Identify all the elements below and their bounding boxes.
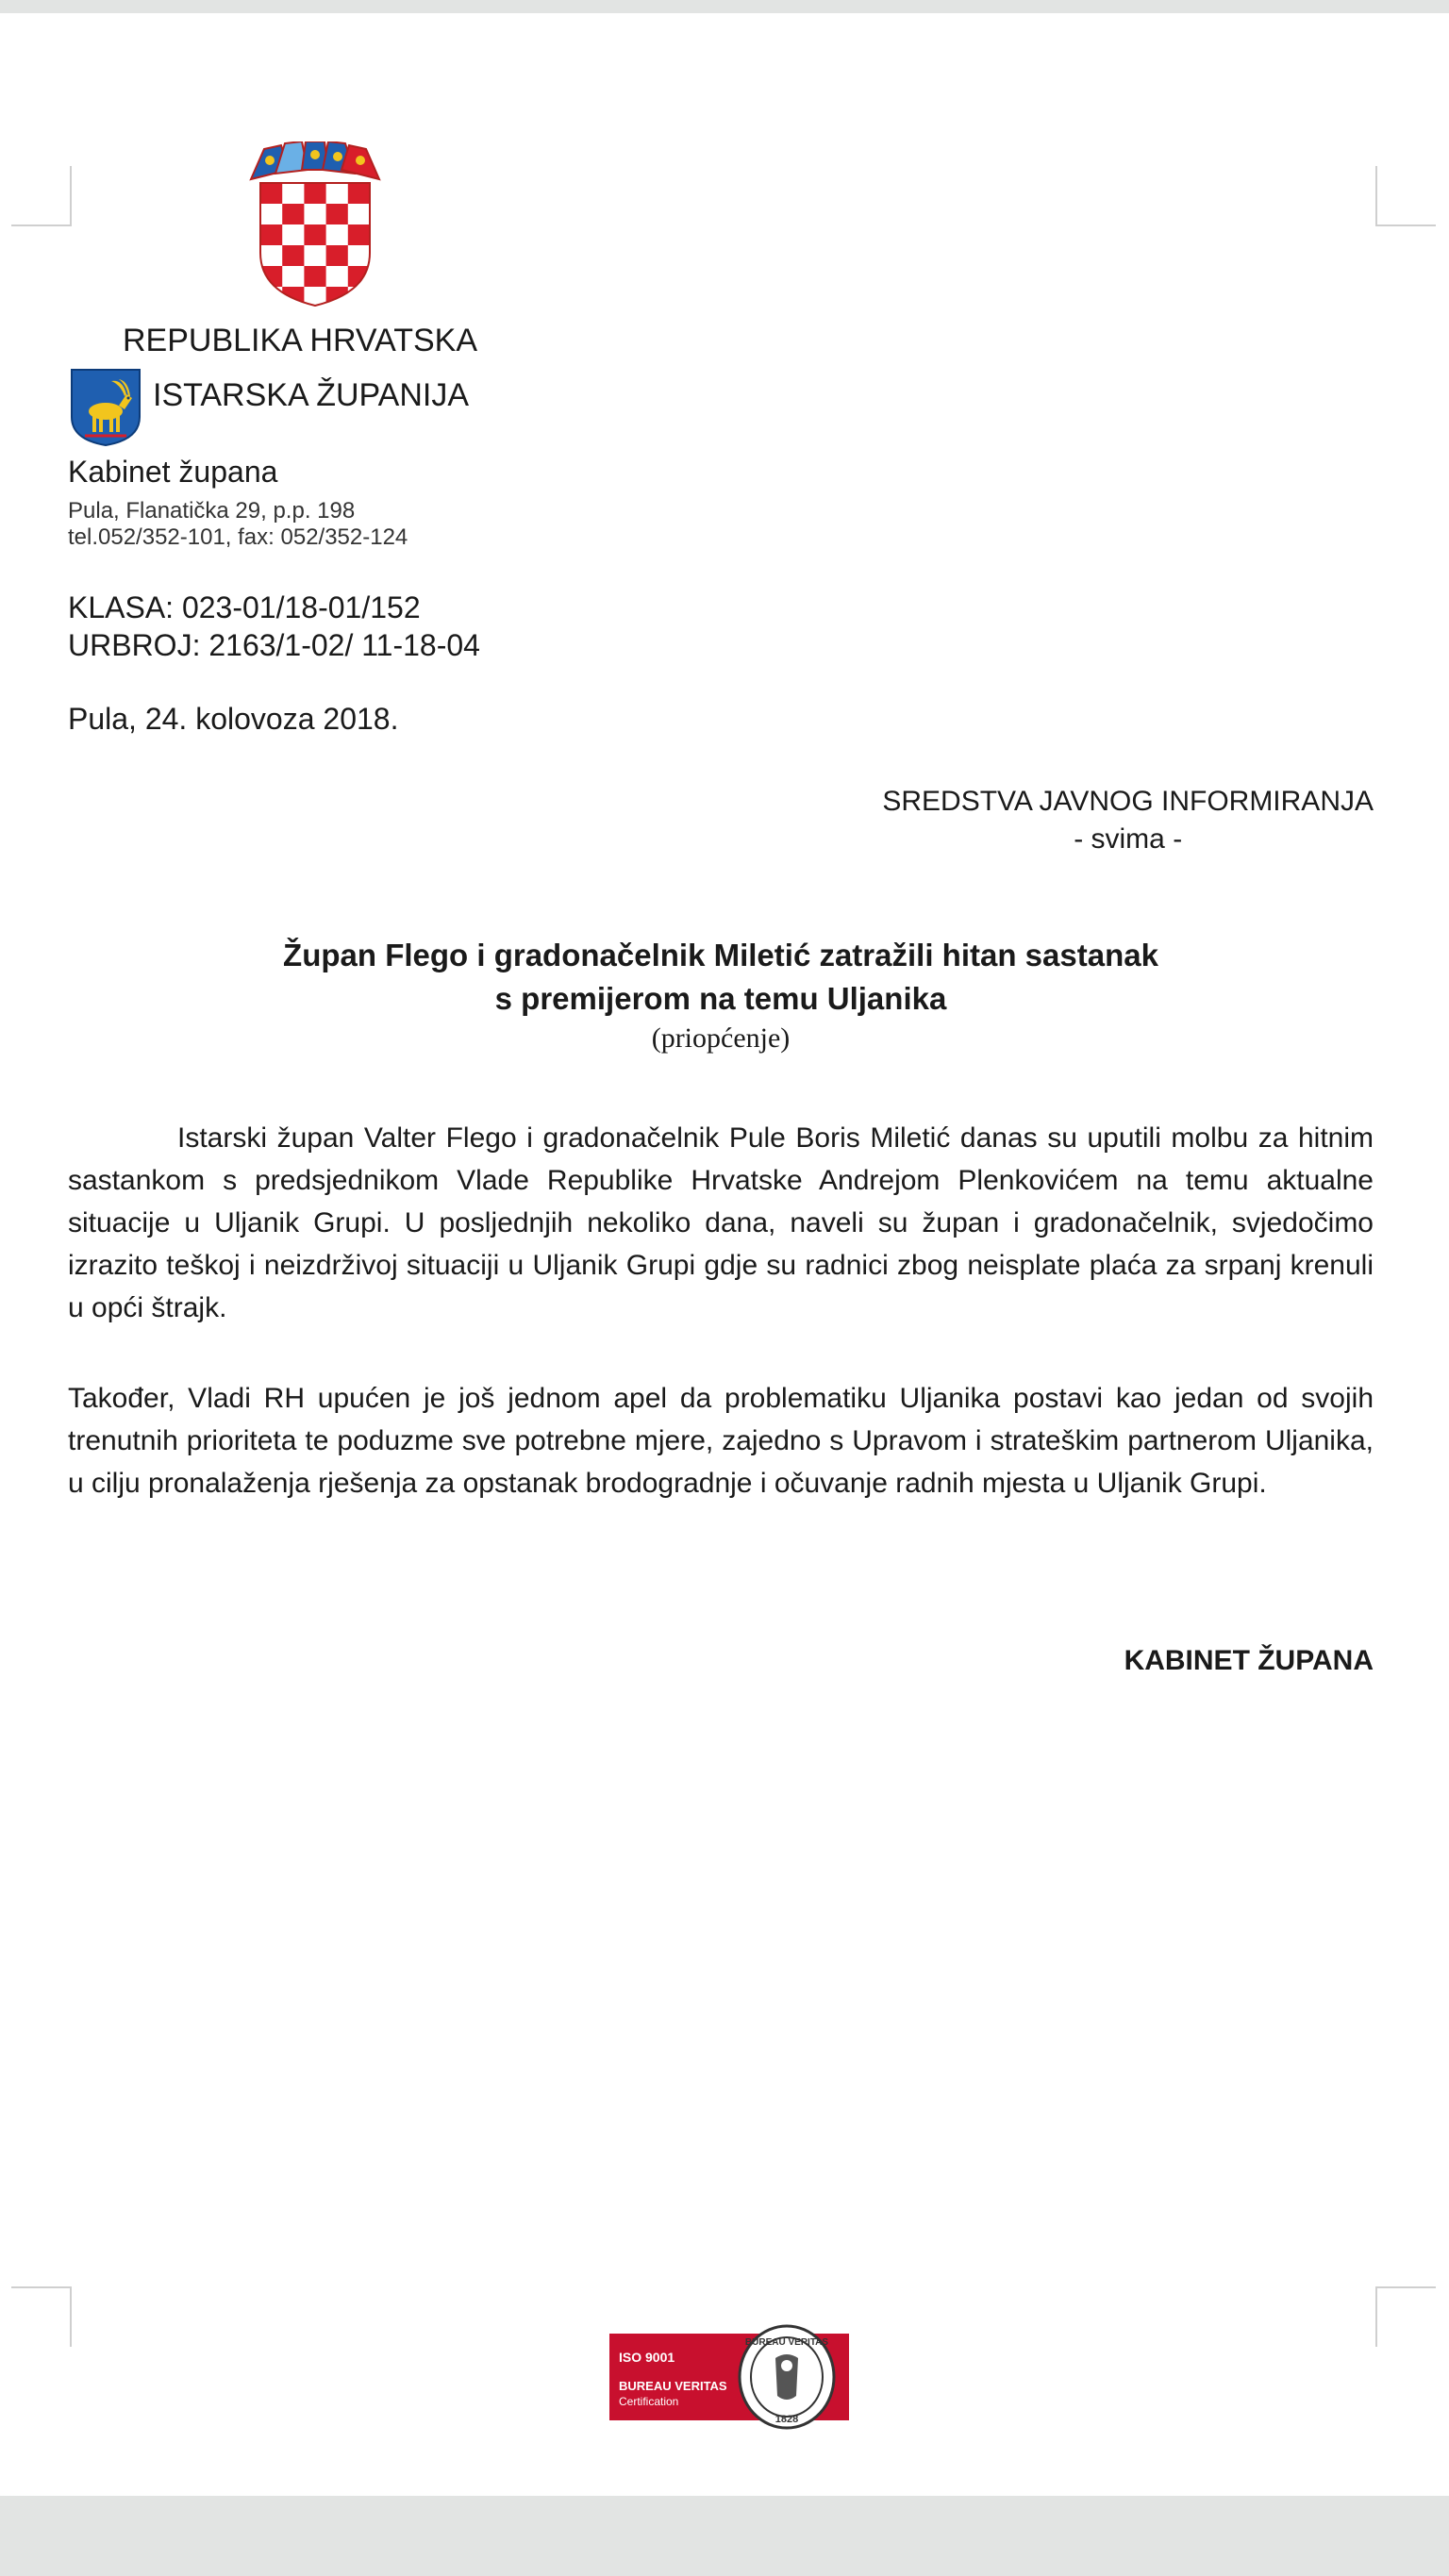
crop-mark-bottom-right [1375,2286,1436,2347]
title-line-2: s premijerom na temu Uljanika [494,981,947,1016]
bureau-veritas-iso-icon [609,2324,849,2430]
body-paragraph-2: Također, Vladi RH upućen je još jednom apel da problematiku Uljanika postavi kao jedan od svojih trenutnih prioriteta te poduzme sve potrebne mjere, zajedno s Upravom i strateškim partnerom Uljanika, u cilju pronalaženja rješenja za opstanak brodogradnje i očuvanje radnih mjesta u Uljanik Grupi. [68,1383,1374,1499]
body-paragraph-1: Istarski župan Valter Flego i gradonačelnik Pule Boris Miletić danas su uputili molbu za hitnim sastankom s predsjednikom Vlade Republike Hrvatske Andrejom Plenkovićem na temu aktualne situacije u Uljanik Grupi. U posljednjih nekoliko dana, naveli su župan i gradonačelnik, svjedočimo izrazito teškoj i neizdrživoj situaciji u Uljanik Grupi gdje su radnici zbog neisplate plaća za srpanj krenuli u opći štrajk. [68,1122,1374,1323]
cert-seal-text: BUREAU VERITAS [744,2337,829,2348]
cert-status: Certification [619,2395,679,2408]
press-release-subtitle: (priopćenje) [651,1022,791,1054]
bottom-bar [0,2496,1449,2576]
top-bar [0,0,1449,13]
cert-standard: ISO 9001 [619,2350,675,2365]
reference-urbroj: URBROJ: 2163/1-02/ 11-18-04 [68,628,480,662]
country-name: REPUBLIKA HRVATSKA [123,323,478,358]
recipient-block [882,783,1374,858]
title-line-1: Župan Flego i gradonačelnik Miletić zatražili hitan sastanak [283,938,1158,972]
press-release-title [68,934,1374,1021]
crop-mark-bottom-left [11,2286,72,2347]
reference-klasa: KLASA: 023-01/18-01/152 [68,590,421,624]
county-name: ISTARSKA ŽUPANIJA [153,377,470,413]
istria-goat-emblem-icon [70,368,142,447]
cert-seal-year: 1828 [774,2414,799,2425]
recipient-line: SREDSTVA JAVNOG INFORMIRANJA [882,786,1374,817]
croatia-coat-of-arms-icon [247,141,383,307]
document-date: Pula, 24. kolovoza 2018. [68,702,399,736]
cert-issuer: BUREAU VERITAS [619,2379,727,2393]
office-name: Kabinet župana [68,455,278,489]
recipient-note: - svima - [1074,823,1183,855]
crop-mark-top-left [11,166,72,226]
crop-mark-top-right [1375,166,1436,226]
office-address: Pula, Flanatička 29, p.p. 198 [68,498,356,524]
signature: KABINET ŽUPANA [1124,1645,1374,1676]
office-phone-fax: tel.052/352-101, fax: 052/352-124 [68,524,408,550]
